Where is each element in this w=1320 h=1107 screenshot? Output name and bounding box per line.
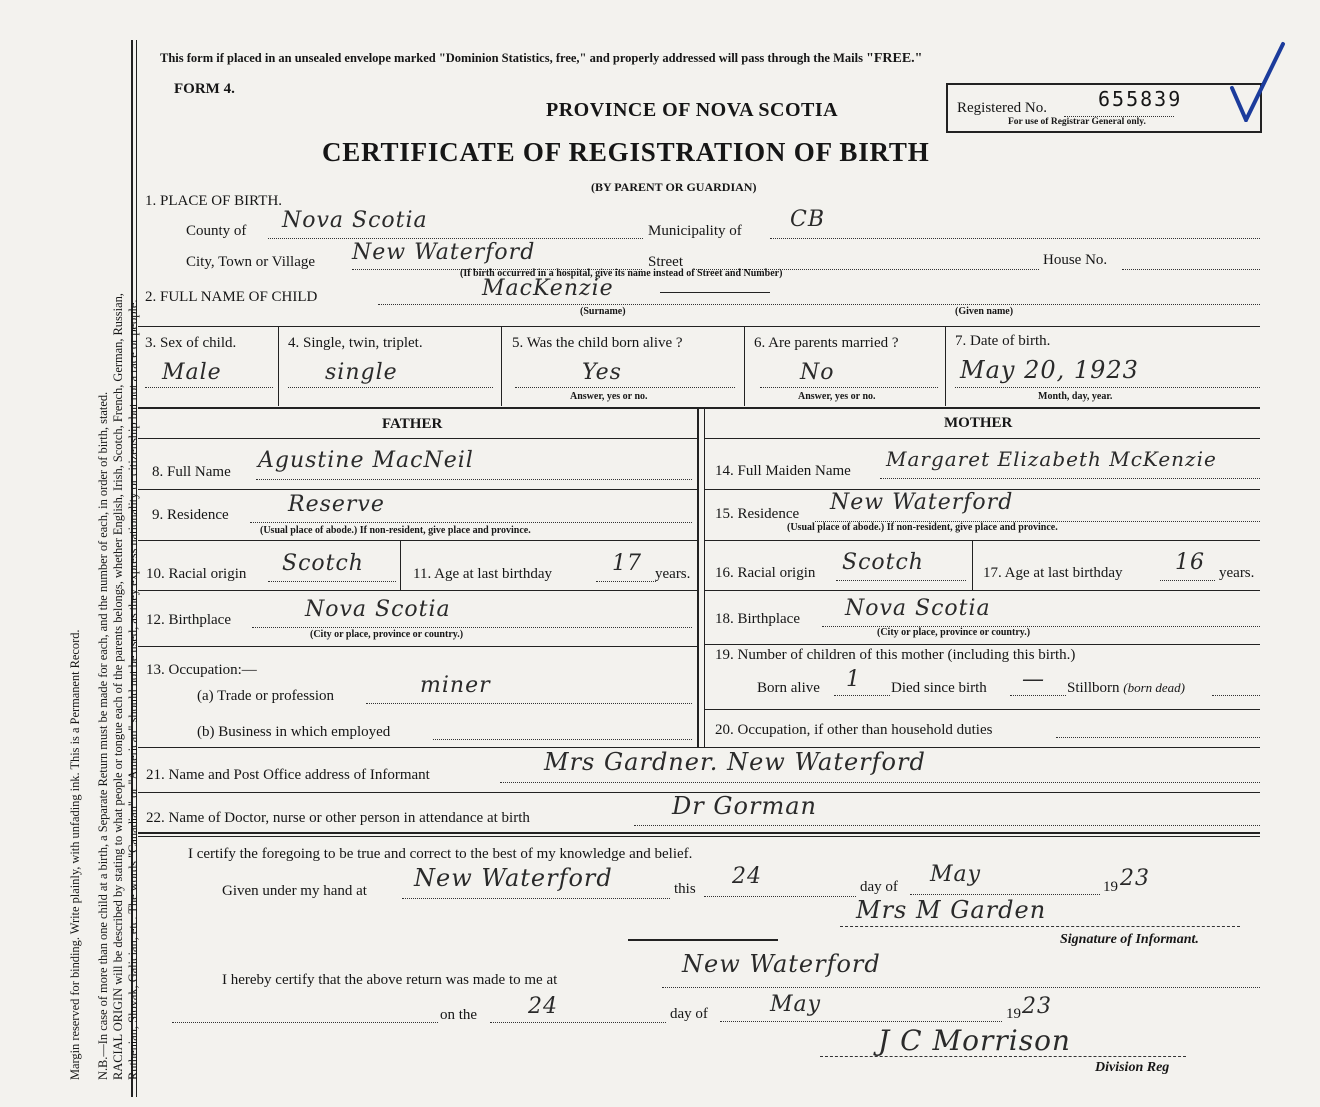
died-since-birth-label: Died since birth [891,680,987,696]
informant-signature: Mrs M Garden [856,896,1047,924]
nb-line-3: Ruthenian, Slovak, Galician, etc. The words "Canadian" or "American" should not be used, as they express nationality or citizenship but not a race or people. [126,299,141,1080]
given-under-label: Given under my hand at [222,883,367,899]
father-residence-note: (Usual place of abode.) If non-resident, give place and province. [260,525,531,536]
died-since-birth-value: — [1022,667,1045,692]
mail-free: "FREE." [866,51,923,66]
hospital-note: (If birth occurred in a hospital, give its name instead of Street and Number) [460,268,783,279]
father-residence-label: 9. Residence [152,507,229,523]
nb-note [96,293,142,1080]
certify-statement: I certify the foregoing to be true and correct to the best of my knowledge and belief. [188,846,693,862]
registrar-signature: J C Morrison [878,1024,1071,1057]
plurality-label: 4. Single, twin, triplet. [288,335,423,351]
mother-residence-note: (Usual place of abode.) If non-resident, give place and province. [787,522,1058,533]
date-of-birth-note: Month, day, year. [1038,391,1113,402]
father-age-label: 11. Age at last birthday [413,566,552,582]
father-heading: FATHER [382,416,443,432]
year-value: 23 [1120,866,1150,891]
father-residence-value: Reserve [288,492,385,517]
mother-residence-label: 15. Residence [715,506,800,522]
given-name-note: (Given name) [955,306,1014,317]
father-birthplace-note: (City or place, province or country.) [310,629,464,640]
informant-value: Mrs Gardner. New Waterford [544,748,926,776]
day-value: 24 [732,864,762,889]
father-trade-value: miner [420,673,491,698]
mother-age-label: 17. Age at last birthday [983,565,1123,581]
born-alive-label: 5. Was the child born alive ? [512,335,683,351]
surname-note: (Surname) [580,306,626,317]
plurality-value: single [325,360,398,385]
registrar-place-value: New Waterford [682,950,881,978]
registration-day-value: 24 [528,994,558,1019]
county-label: County of [186,223,247,239]
year-prefix: 19 [1103,879,1118,895]
checkmark-icon [1228,40,1288,122]
doctor-value: Dr Gorman [672,792,817,820]
father-name-value: Agustine MacNeil [258,448,474,473]
street-label: Street [648,254,683,270]
date-of-birth-label: 7. Date of birth. [955,333,1051,349]
mother-children-label: 19. Number of children of this mother (including this birth.) [715,647,1076,663]
date-of-birth-value: May 20, 1923 [960,356,1139,384]
day-of-label: day of [860,879,898,895]
nb-line-1: N.B.—In case of more than one child at a birth, a Separate Return must be made for each, and the number of each, in order of birth, stated. [96,391,110,1080]
on-the-label: on the [440,1007,478,1023]
mother-name-label: 14. Full Maiden Name [715,463,851,479]
registration-year-prefix: 19 [1006,1006,1021,1022]
page-title: CERTIFICATE OF REGISTRATION OF BIRTH [322,137,930,167]
mother-birthplace-value: Nova Scotia [845,596,991,621]
mother-race-value: Scotch [842,550,924,575]
father-trade-label: (a) Trade or profession [197,688,335,704]
parents-married-note: Answer, yes or no. [798,391,876,402]
city-value: New Waterford [352,240,536,265]
mother-heading: MOTHER [944,415,1013,431]
child-name-label: 2. FULL NAME OF CHILD [145,289,318,305]
mother-birthplace-note: (City or place, province or country.) [877,627,1031,638]
born-alive-count-label: Born alive [757,680,820,696]
parents-married-value: No [800,360,835,385]
registered-number-label: Registered No. [957,100,1047,116]
mail-note [160,51,922,67]
this-label: this [674,881,696,897]
stillborn-label-text: Stillborn [1067,680,1120,696]
informant-label: 21. Name and Post Office address of Informant [146,767,430,783]
stillborn-note: (born dead) [1123,680,1186,695]
father-race-label: 10. Racial origin [146,566,247,582]
month-value: May [930,862,982,887]
parents-married-label: 6. Are parents married ? [754,335,899,351]
father-age-unit: years. [655,566,691,582]
father-birthplace-label: 12. Birthplace [146,612,231,628]
stillborn-label [1067,680,1185,697]
father-age-value: 17 [612,551,642,576]
house-number-label: House No. [1043,252,1108,268]
sex-value: Male [162,360,222,385]
doctor-label: 22. Name of Doctor, nurse or other person in attendance at birth [146,810,530,826]
registered-number-box [946,83,1262,133]
registration-day-of-label: day of [670,1006,708,1022]
child-surname-value: MacKenzie [482,276,614,301]
sex-label: 3. Sex of child. [145,335,237,351]
mother-occupation-label: 20. Occupation, if other than household duties [715,722,993,738]
hereby-certify-label: I hereby certify that the above return was made to me at [222,972,558,988]
registration-year-value: 23 [1022,994,1052,1019]
subtitle: (BY PARENT OR GUARDIAN) [591,180,757,194]
registrar-label: Division Reg [1095,1060,1170,1075]
registered-number-value: 655839 [1098,87,1183,111]
mother-name-value: Margaret Elizabeth McKenzie [886,447,1217,471]
informant-signature-label: Signature of Informant. [1060,932,1199,947]
father-birthplace-value: Nova Scotia [305,597,451,622]
mother-age-value: 16 [1175,550,1205,575]
form-number: FORM 4. [174,81,235,97]
father-business-label: (b) Business in which employed [197,724,391,740]
father-name-label: 8. Full Name [152,464,231,480]
born-alive-count-value: 1 [846,667,861,692]
municipality-value: CB [790,207,825,232]
mother-age-unit: years. [1219,565,1255,581]
father-occupation-label: 13. Occupation:— [146,662,257,678]
mother-residence-value: New Waterford [830,490,1014,515]
registrar-only-note: For use of Registrar General only. [1008,117,1146,127]
mail-note-text: This form if placed in an unsealed envelope marked "Dominion Statistics, free," and properly addressed will pass through the Mails [160,51,863,65]
place-of-birth-label: 1. PLACE OF BIRTH. [145,193,283,209]
nb-line-2: RACIAL ORIGIN will be described by stating to what people or tongue each of the parents belongs, whether English, Irish, Scotch, French, German, Russian, [111,293,126,1080]
father-race-value: Scotch [282,551,364,576]
county-value: Nova Scotia [282,208,428,233]
province-heading: PROVINCE OF NOVA SCOTIA [546,99,839,121]
given-place-value: New Waterford [414,864,613,892]
mother-race-label: 16. Racial origin [715,565,816,581]
city-label: City, Town or Village [186,254,316,270]
mother-birthplace-label: 18. Birthplace [715,611,800,627]
registration-month-value: May [770,992,822,1017]
margin-note: Margin reserved for binding. Write plainly, with unfading ink. This is a Permanent Record. [68,629,82,1080]
born-alive-value: Yes [582,360,622,385]
municipality-label: Municipality of [648,223,742,239]
born-alive-note: Answer, yes or no. [570,391,648,402]
